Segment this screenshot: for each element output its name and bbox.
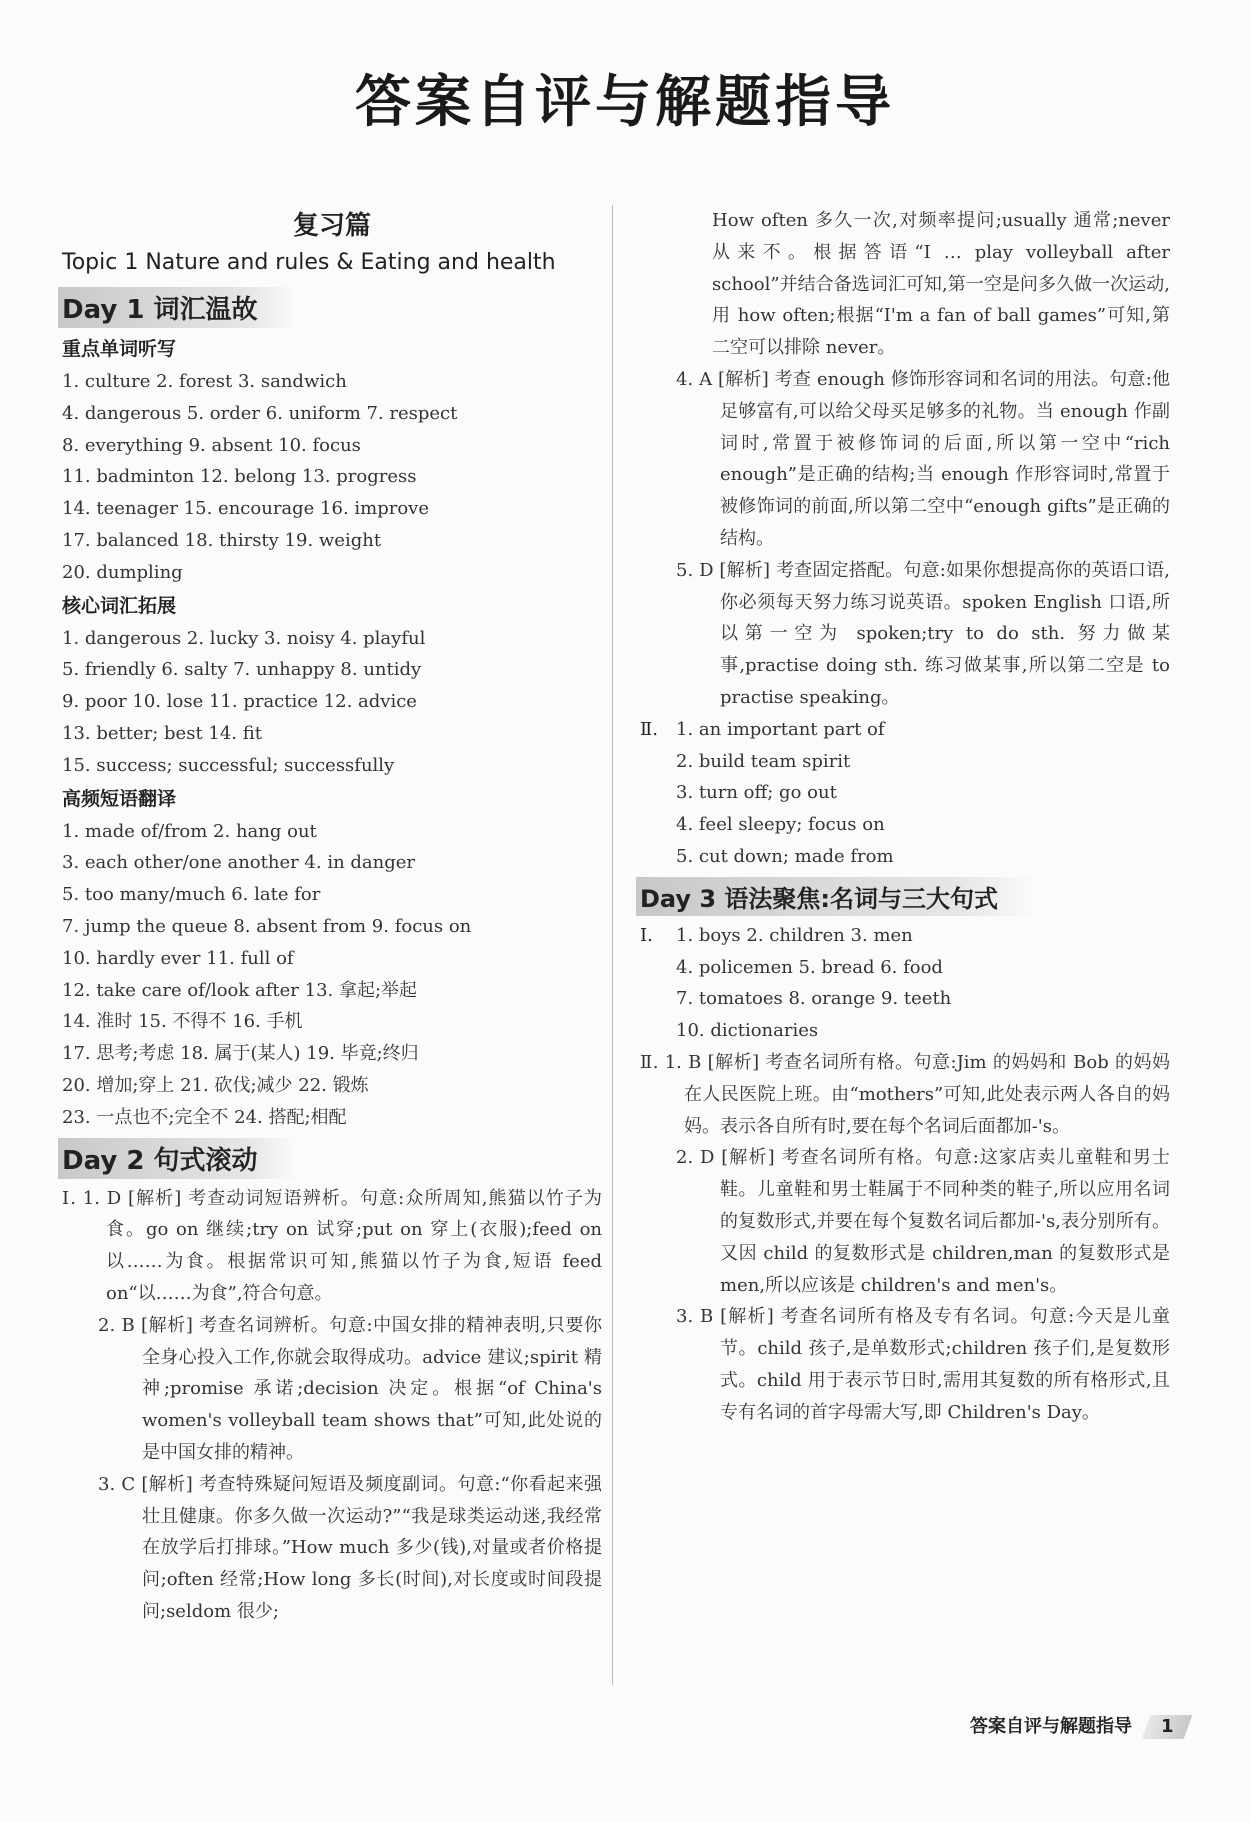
- page-title: 答案自评与解题指导: [355, 70, 895, 135]
- day1-sub3-list: [62, 816, 602, 1134]
- day2-heading: Day 2 句式滚动: [58, 1138, 297, 1179]
- day2-item3: 3. C [解析] 考查特殊疑问短语及频度副词。句意:“你看起来强壮且健康。你多久做一次运动?”“我是球类运动迷,我经常在放学后打排球。”How much 多少(钱),对量或者价格提问;often 经常;How long 多长(时间),对长度或时间段提问;seldom 很少;: [98, 1473, 602, 1622]
- answer-line: 10. dictionaries: [676, 1020, 819, 1042]
- answer-line: 12. take care of/look after 13. 拿起;举起: [62, 979, 418, 1001]
- day2-item4: 4. A [解析] 考查 enough 修饰形容词和名词的用法。句意:他足够富有,可以给父母买足够多的礼物。当 enough 作副词时,常置于被修饰词的后面,所以第一空中“rich enough”是正确的结构;当 enough 作形容词时,常置于被修饰词的前面,所以第二空中“enough gifts”是正确的结构。: [676, 368, 1170, 549]
- page-number-badge: [1142, 1715, 1193, 1739]
- day2-item5: 5. D [解析] 考查固定搭配。句意:如果你想提高你的英语口语,你必须每天努力练习说英语。spoken English 口语,所以第一空为 spoken;try to do sth. 努力做某事,practise doing sth. 练习做某事,所以第二空是 to practise speaking。: [676, 559, 1170, 708]
- answer-line: 11. badminton 12. belong 13. progress: [62, 466, 417, 488]
- day2-item3-continued: How often 多久一次,对频率提问;usually 通常;never 从来不。根据答语“I … play volleyball after school”并结合备选词汇可知,第一空是问多久做一次运动,用 how often;根据“I'm a fan of ball games”可知,第二空可以排除 never。: [712, 210, 1170, 359]
- day3-item2: 2. D [解析] 考查名词所有格。句意:这家店卖儿童鞋和男士鞋。儿童鞋和男士鞋属于不同种类的鞋子,所以应用名词的复数形式,并要在每个复数名词后都加-'s,表分别所有。又因 child 的复数形式是 children,man 的复数形式是 men,所以应该是 children's and men's。: [676, 1147, 1170, 1296]
- day3-item3: 3. B [解析] 考查名词所有格及专有名词。句意:今天是儿童节。child 孩子,是单数形式;children 孩子们,是复数形式。child 用于表示节日时,需用其复数的所有格形式,且专有名词的首字母需大写,即 Children's Day。: [676, 1306, 1170, 1423]
- day2-item2: 2. B [解析] 考查名词辨析。句意:中国女排的精神表明,只要你全身心投入工作,你就会取得成功。advice 建议;spirit 精神;promise 承诺;decision 决定。根据“of China's women's volleyball team shows that”可知,此处说的是中国女排的精神。: [98, 1314, 602, 1463]
- answer-line: 23. 一点也不;完全不 24. 搭配;相配: [62, 1106, 347, 1128]
- day1-sub1-list: [62, 366, 602, 589]
- answer-line: 4. policemen 5. bread 6. food: [676, 956, 943, 978]
- section-title: 复习篇: [292, 211, 371, 241]
- answer-line: 14. teenager 15. encourage 16. improve: [62, 498, 430, 520]
- day2-part2: [640, 714, 1170, 873]
- answer-line: 20. 增加;穿上 21. 砍伐;减少 22. 锻炼: [62, 1074, 369, 1096]
- answer-line: 10. hardly ever 11. full of: [62, 947, 294, 969]
- answer-line: 7. tomatoes 8. orange 9. teeth: [676, 988, 952, 1010]
- answer-line: 1. made of/from 2. hang out: [62, 820, 317, 842]
- answer-line: 1. dangerous 2. lucky 3. noisy 4. playful: [62, 627, 426, 649]
- answer-line: 14. 准时 15. 不得不 16. 手机: [62, 1011, 303, 1033]
- topic-heading: Topic 1 Nature and rules & Eating and health: [62, 250, 556, 275]
- answer-line: 4. feel sleepy; focus on: [676, 814, 885, 836]
- answer-line: 17. 思考;考虑 18. 属于(某人) 19. 毕竟;终归: [62, 1043, 419, 1065]
- answer-line: 1. culture 2. forest 3. sandwich: [62, 371, 347, 392]
- day3-heading: Day 3 语法聚焦:名词与三大句式: [636, 877, 1038, 916]
- right-column: [640, 205, 1170, 1428]
- day1-sub2-list: [62, 623, 602, 782]
- day1-sub2: 核心词汇拓展: [62, 594, 177, 617]
- answer-line: 15. success; successful; successfully: [62, 754, 395, 776]
- answer-line: 4. dangerous 5. order 6. uniform 7. respect: [62, 402, 458, 424]
- footer-label: 答案自评与解题指导: [970, 1716, 1132, 1737]
- answer-line: 3. turn off; go out: [676, 782, 837, 804]
- day3-item1: Ⅱ. 1. B [解析] 考查名词所有格。句意:Jim 的妈妈和 Bob 的妈妈在人民医院上班。由“mothers”可知,此处表示两人各自的妈妈。表示各自所有时,要在每个名词后面都加-'s。: [640, 1051, 1170, 1137]
- column-divider: [612, 205, 613, 1685]
- page-number: 1: [1160, 1716, 1174, 1737]
- day1-sub1: 重点单词听写: [62, 338, 177, 360]
- page-footer: [970, 1712, 1188, 1739]
- answer-line: 3. each other/one another 4. in danger: [62, 852, 416, 874]
- left-column: [62, 205, 602, 1628]
- answer-line: 1. boys 2. children 3. men: [676, 924, 913, 946]
- day3-part1: [640, 920, 1170, 1047]
- answer-line: 20. dumpling: [62, 561, 183, 583]
- day2-item1: Ⅰ. 1. D [解析] 考查动词短语辨析。句意:众所周知,熊猫以竹子为食。go on 继续;try on 试穿;put on 穿上(衣服);feed on 以……为食。根据常识可知,熊猫以竹子为食,短语 feed on“以……为食”,符合句意。: [62, 1187, 602, 1304]
- answer-line: 5. too many/much 6. late for: [62, 884, 321, 906]
- answer-line: 8. everything 9. absent 10. focus: [62, 434, 361, 456]
- answer-line: 5. cut down; made from: [676, 845, 894, 867]
- part-label: Ⅱ.: [640, 718, 658, 740]
- answer-line: 7. jump the queue 8. absent from 9. focus on: [62, 915, 472, 937]
- answer-line: 13. better; best 14. fit: [62, 722, 262, 744]
- answer-line: 1. an important part of: [676, 718, 885, 740]
- day1-heading: Day 1 词汇温故: [58, 287, 297, 328]
- answer-line: 17. balanced 18. thirsty 19. weight: [62, 529, 382, 551]
- part-label: Ⅰ.: [640, 924, 653, 946]
- answer-line: 9. poor 10. lose 11. practice 12. advice: [62, 691, 417, 713]
- day1-sub3: 高频短语翻译: [62, 787, 177, 810]
- answer-line: 2. build team spirit: [676, 750, 851, 772]
- answer-line: 5. friendly 6. salty 7. unhappy 8. untidy: [62, 659, 422, 681]
